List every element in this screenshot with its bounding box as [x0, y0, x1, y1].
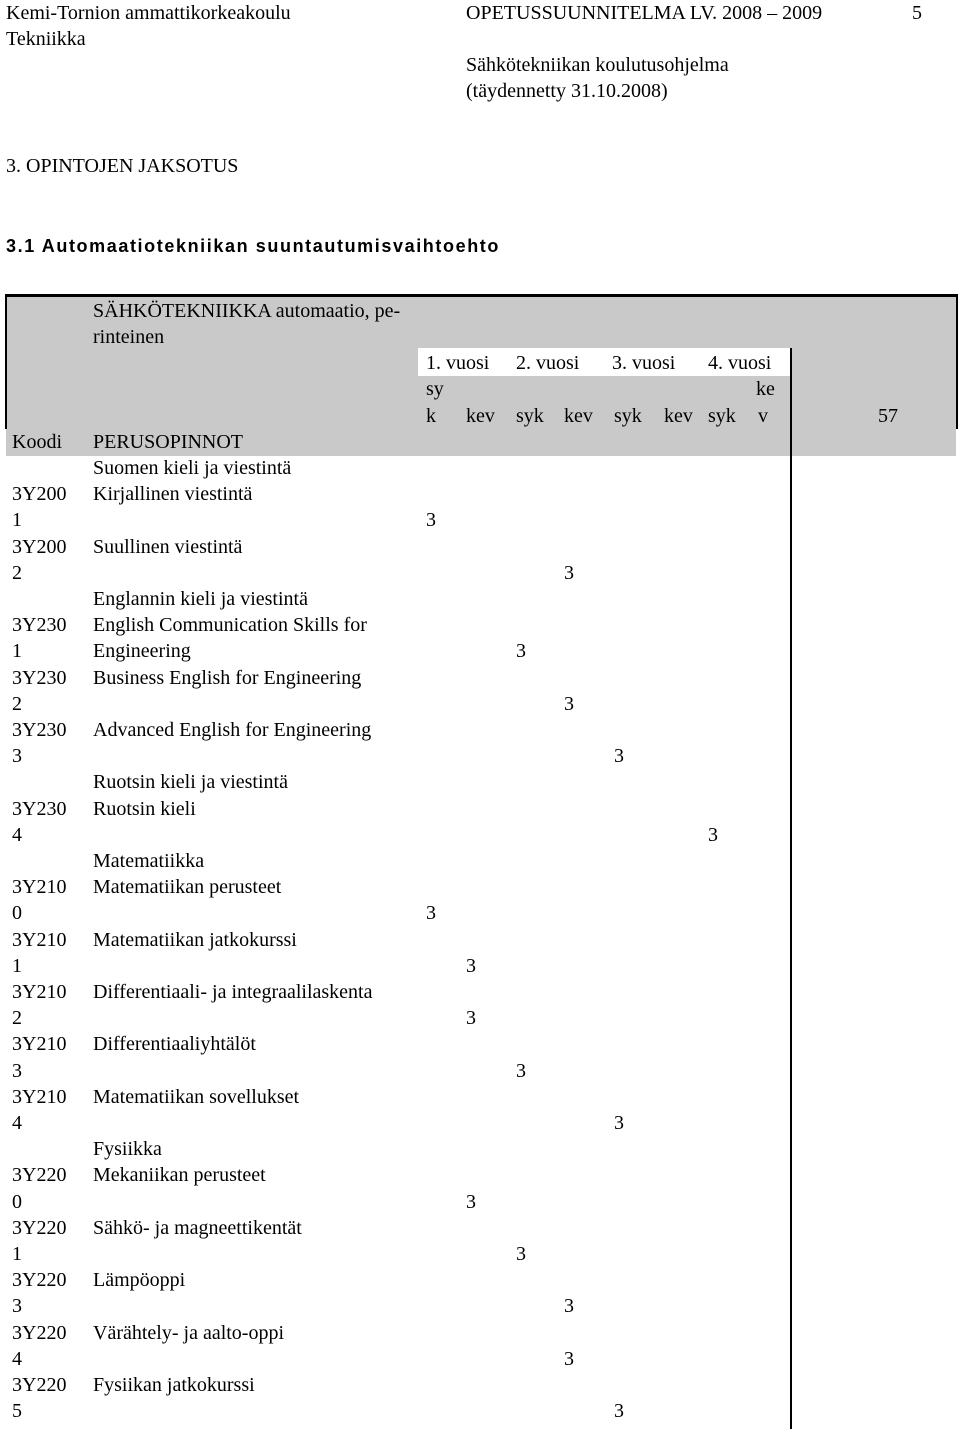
program-name: Sähkötekniikan koulutusohjelma: [466, 54, 729, 76]
course-credit: 3: [516, 1243, 526, 1265]
group-heading: Englannin kieli ja viestintä: [93, 588, 308, 610]
course-name-cont: Engineering: [93, 640, 191, 662]
course-name: Kirjallinen viestintä: [93, 483, 253, 505]
course-code-suffix: 0: [12, 1191, 22, 1213]
course-code-suffix: 0: [12, 902, 22, 924]
course-code-suffix: 1: [12, 955, 22, 977]
course-code: 3Y220: [12, 1374, 67, 1396]
term-syk-4: syk: [708, 405, 736, 427]
course-code-suffix: 5: [12, 1400, 22, 1422]
course-code: 3Y210: [12, 929, 67, 951]
course-code-suffix: 2: [12, 693, 22, 715]
term-syk-3: syk: [614, 405, 642, 427]
term-sy-label: sy: [426, 378, 444, 400]
course-code-suffix: 1: [12, 1243, 22, 1265]
year-2-label: 2. vuosi: [516, 352, 580, 374]
course-credit: 3: [466, 1007, 476, 1029]
course-name: Matematiikan sovellukset: [93, 1086, 300, 1108]
course-name: Differentiaali- ja integraalilaskenta: [93, 981, 373, 1003]
group-heading: Suomen kieli ja viestintä: [93, 457, 292, 479]
term-ke-label: ke: [756, 378, 775, 400]
perusopinnot-header: PERUSOPINNOT: [93, 431, 244, 453]
course-code: 3Y210: [12, 876, 67, 898]
course-name: Matematiikan jatkokurssi: [93, 929, 297, 951]
course-credit: 3: [564, 1295, 574, 1317]
course-code: 3Y230: [12, 667, 67, 689]
course-code: 3Y220: [12, 1269, 67, 1291]
course-name: Suullinen viestintä: [93, 536, 243, 558]
term-k-label: k: [426, 405, 436, 427]
table-header-left: [6, 376, 418, 428]
table-header-mid: [6, 348, 418, 376]
course-code: 3Y220: [12, 1164, 67, 1186]
koodi-header: Koodi: [12, 431, 62, 453]
course-code: 3Y230: [12, 719, 67, 741]
table-column-divider: [790, 348, 792, 1429]
group-heading: Matematiikka: [93, 850, 205, 872]
course-credit: 3: [614, 745, 624, 767]
course-code: 3Y200: [12, 483, 67, 505]
credit-total: 57: [878, 405, 898, 427]
course-credit: 3: [426, 902, 436, 924]
course-code: 3Y230: [12, 614, 67, 636]
course-code-suffix: 1: [12, 509, 22, 531]
course-name: Fysiikan jatkokurssi: [93, 1374, 255, 1396]
course-code: 3Y210: [12, 1033, 67, 1055]
course-code: 3Y230: [12, 798, 67, 820]
course-code-suffix: 3: [12, 1295, 22, 1317]
course-code-suffix: 4: [12, 824, 22, 846]
plan-title: OPETUSSUUNNITELMA LV. 2008 – 2009: [466, 2, 823, 24]
course-code: 3Y210: [12, 1086, 67, 1108]
group-heading: Ruotsin kieli ja viestintä: [93, 771, 288, 793]
course-code: 3Y220: [12, 1217, 67, 1239]
table-top-border: [6, 294, 956, 297]
course-credit: 3: [614, 1112, 624, 1134]
course-name: Advanced English for Engineering: [93, 719, 372, 741]
term-kev-2: kev: [564, 405, 593, 427]
course-credit: 3: [516, 640, 526, 662]
term-v-label: v: [758, 405, 768, 427]
course-name: Business English for Engineering: [93, 667, 362, 689]
course-code-suffix: 4: [12, 1112, 22, 1134]
course-code-suffix: 3: [12, 1060, 22, 1082]
course-name: Differentiaaliyhtälöt: [93, 1033, 256, 1055]
course-code: 3Y200: [12, 536, 67, 558]
school-name: Kemi-Tornion ammattikorkeakoulu: [6, 2, 291, 24]
table-right-border: [956, 294, 958, 429]
term-kev-3: kev: [664, 405, 693, 427]
course-code: 3Y220: [12, 1322, 67, 1344]
course-name: Matematiikan perusteet: [93, 876, 282, 898]
term-syk-2: syk: [516, 405, 544, 427]
course-code-suffix: 3: [12, 745, 22, 767]
field-name: Tekniikka: [6, 28, 86, 50]
subsection-title: 3.1 Automaatiotekniikan suuntautumisvaihtoehto: [6, 236, 500, 256]
course-credit: 3: [564, 693, 574, 715]
course-credit: 3: [426, 509, 436, 531]
table-title-line1: SÄHKÖTEKNIIKKA automaatio, pe-: [93, 300, 401, 322]
course-name: Mekaniikan perusteet: [93, 1164, 266, 1186]
course-code: 3Y210: [12, 981, 67, 1003]
course-code-suffix: 2: [12, 1007, 22, 1029]
course-name: Ruotsin kieli: [93, 798, 196, 820]
course-name: Sähkö- ja magneettikentät: [93, 1217, 302, 1239]
year-1-label: 1. vuosi: [426, 352, 490, 374]
group-heading: Fysiikka: [93, 1138, 162, 1160]
table-left-border: [5, 294, 7, 429]
year-3-label: 3. vuosi: [612, 352, 676, 374]
course-credit: 3: [466, 955, 476, 977]
course-credit: 3: [564, 562, 574, 584]
section-title: 3. OPINTOJEN JAKSOTUS: [6, 155, 239, 177]
term-kev-1: kev: [466, 405, 495, 427]
course-code-suffix: 4: [12, 1348, 22, 1370]
course-code-suffix: 1: [12, 640, 22, 662]
course-name: Värähtely- ja aalto-oppi: [93, 1322, 285, 1344]
course-credit: 3: [708, 824, 718, 846]
course-code-suffix: 2: [12, 562, 22, 584]
course-name: English Communication Skills for: [93, 614, 367, 636]
course-credit: 3: [516, 1060, 526, 1082]
course-credit: 3: [466, 1191, 476, 1213]
update-note: (täydennetty 31.10.2008): [466, 80, 668, 102]
course-name: Lämpöoppi: [93, 1269, 186, 1291]
course-credit: 3: [564, 1348, 574, 1370]
course-credit: 3: [614, 1400, 624, 1422]
year-4-label: 4. vuosi: [708, 352, 772, 374]
table-title-line2: rinteinen: [93, 326, 165, 348]
page-number: 5: [912, 2, 922, 24]
table-header-right: [790, 348, 956, 376]
